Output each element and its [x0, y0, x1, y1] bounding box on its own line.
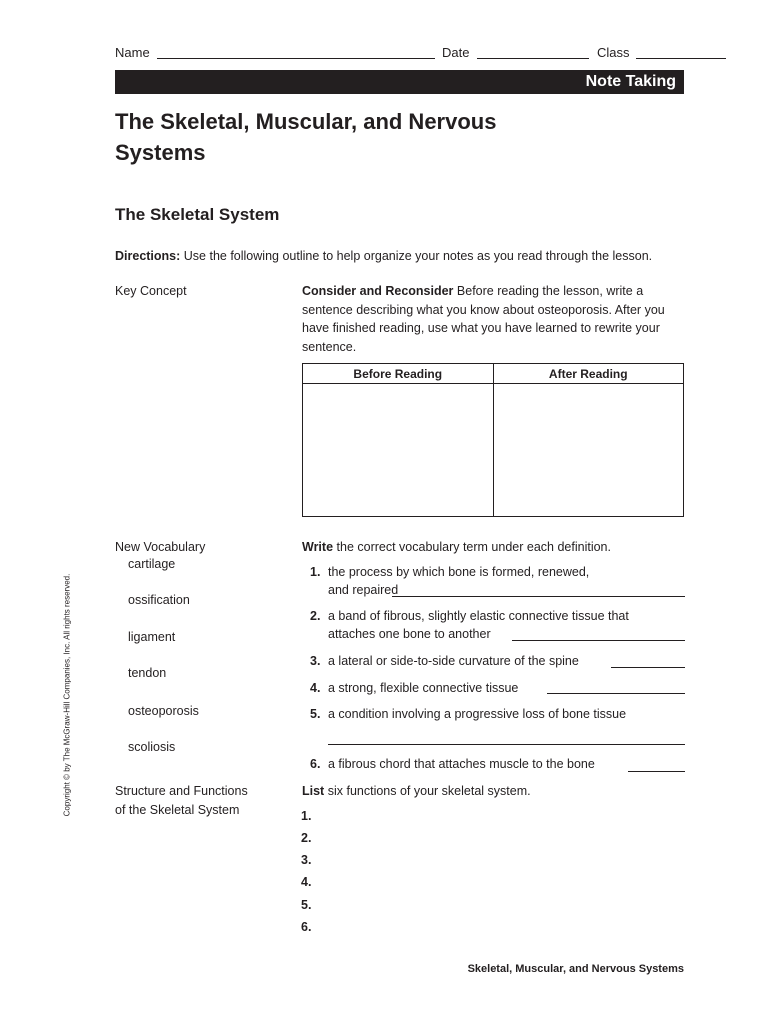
vocab-term: scoliosis [128, 740, 176, 754]
definition-number: 1. [310, 565, 321, 579]
date-field[interactable] [477, 58, 589, 59]
definition-number: 6. [310, 757, 321, 771]
vocab-term: tendon [128, 666, 167, 680]
reading-table [302, 363, 684, 517]
definition-text: a fibrous chord that attaches muscle to the bone [328, 757, 595, 771]
list-number: 6. [301, 920, 312, 934]
page-title: The Skeletal, Muscular, and Nervous Systems [115, 109, 497, 165]
definition-text: the process by which bone is formed, renewed, [328, 565, 590, 579]
vocab-term: osteoporosis [128, 704, 199, 718]
list-number: 5. [301, 898, 312, 912]
definition-3 [302, 653, 684, 671]
vocab-term: ossification [128, 593, 190, 607]
before-reading-header: Before Reading [303, 364, 494, 384]
structure-label-line: Structure and Functions [115, 784, 248, 798]
banner-label: Note Taking [585, 73, 676, 90]
list-number: 4. [301, 875, 312, 889]
instruction-text: the correct vocabulary term under each definition. [336, 540, 611, 554]
instruction-bold: Write [302, 540, 334, 554]
directions [115, 247, 715, 266]
definition-text: a strong, flexible connective tissue [328, 681, 519, 695]
answer-line-1[interactable] [392, 596, 685, 597]
key-concept-label: Key Concept [115, 284, 187, 298]
definition-number: 2. [310, 609, 321, 623]
note-taking-banner [115, 70, 684, 94]
definition-text: a condition involving a progressive loss of bone tissue [328, 707, 627, 721]
definition-2 [302, 608, 684, 644]
definition-1 [302, 564, 684, 600]
list-number: 3. [301, 853, 312, 867]
answer-line-3[interactable] [611, 667, 685, 668]
definition-text: a lateral or side-to-side curvature of the spine [328, 654, 579, 668]
list-instruction-bold: List [302, 784, 325, 798]
definition-text: and repaired [328, 582, 399, 597]
before-reading-cell[interactable] [303, 384, 494, 517]
after-reading-header: After Reading [493, 364, 684, 384]
answer-line-2[interactable] [512, 640, 685, 641]
definition-number: 4. [310, 681, 321, 695]
answer-line-6[interactable] [628, 771, 685, 772]
name-field[interactable] [157, 58, 435, 59]
copyright-notice: Copyright © by The McGraw-Hill Companies, Inc. All rights reserved. [62, 573, 72, 817]
list-instruction-text: six functions of your skeletal system. [327, 784, 531, 798]
definition-6 [302, 756, 684, 774]
list-instruction [302, 782, 531, 801]
key-concept-prompt [302, 282, 682, 356]
vocabulary-label: New Vocabulary [115, 540, 206, 554]
name-label: Name [115, 45, 150, 60]
class-field[interactable] [636, 58, 726, 59]
list-number: 2. [301, 831, 312, 845]
definition-4 [302, 680, 684, 698]
vocab-term: ligament [128, 630, 176, 644]
section-title: The Skeletal System [115, 205, 280, 224]
prompt-text: Before reading the lesson, write a sentence describing what you know about osteoporosis. After you have finished reading, use what you have learned to rewrite your sentence. [302, 284, 665, 354]
directions-text: Use the following outline to help organize your notes as you read through the lesson. [183, 249, 653, 263]
answer-line-4[interactable] [547, 693, 685, 694]
answer-line-5[interactable] [328, 744, 685, 745]
definition-number: 3. [310, 654, 321, 668]
after-reading-cell[interactable] [493, 384, 684, 517]
directions-label: Directions: [115, 249, 181, 263]
class-label: Class [597, 45, 630, 60]
date-label: Date [442, 45, 470, 60]
vocab-term: cartilage [128, 557, 176, 571]
structure-label-line: of the Skeletal System [115, 802, 240, 817]
structure-label [115, 782, 248, 819]
list-number: 1. [301, 809, 312, 823]
definition-text: attaches one bone to another [328, 626, 491, 641]
definition-text: a band of fibrous, slightly elastic connective tissue that [328, 609, 629, 623]
page-footer: Skeletal, Muscular, and Nervous Systems [467, 963, 684, 975]
vocabulary-instruction [302, 538, 611, 557]
definition-number: 5. [310, 707, 321, 721]
prompt-bold: Consider and Reconsider [302, 284, 454, 298]
definition-5 [302, 706, 684, 724]
